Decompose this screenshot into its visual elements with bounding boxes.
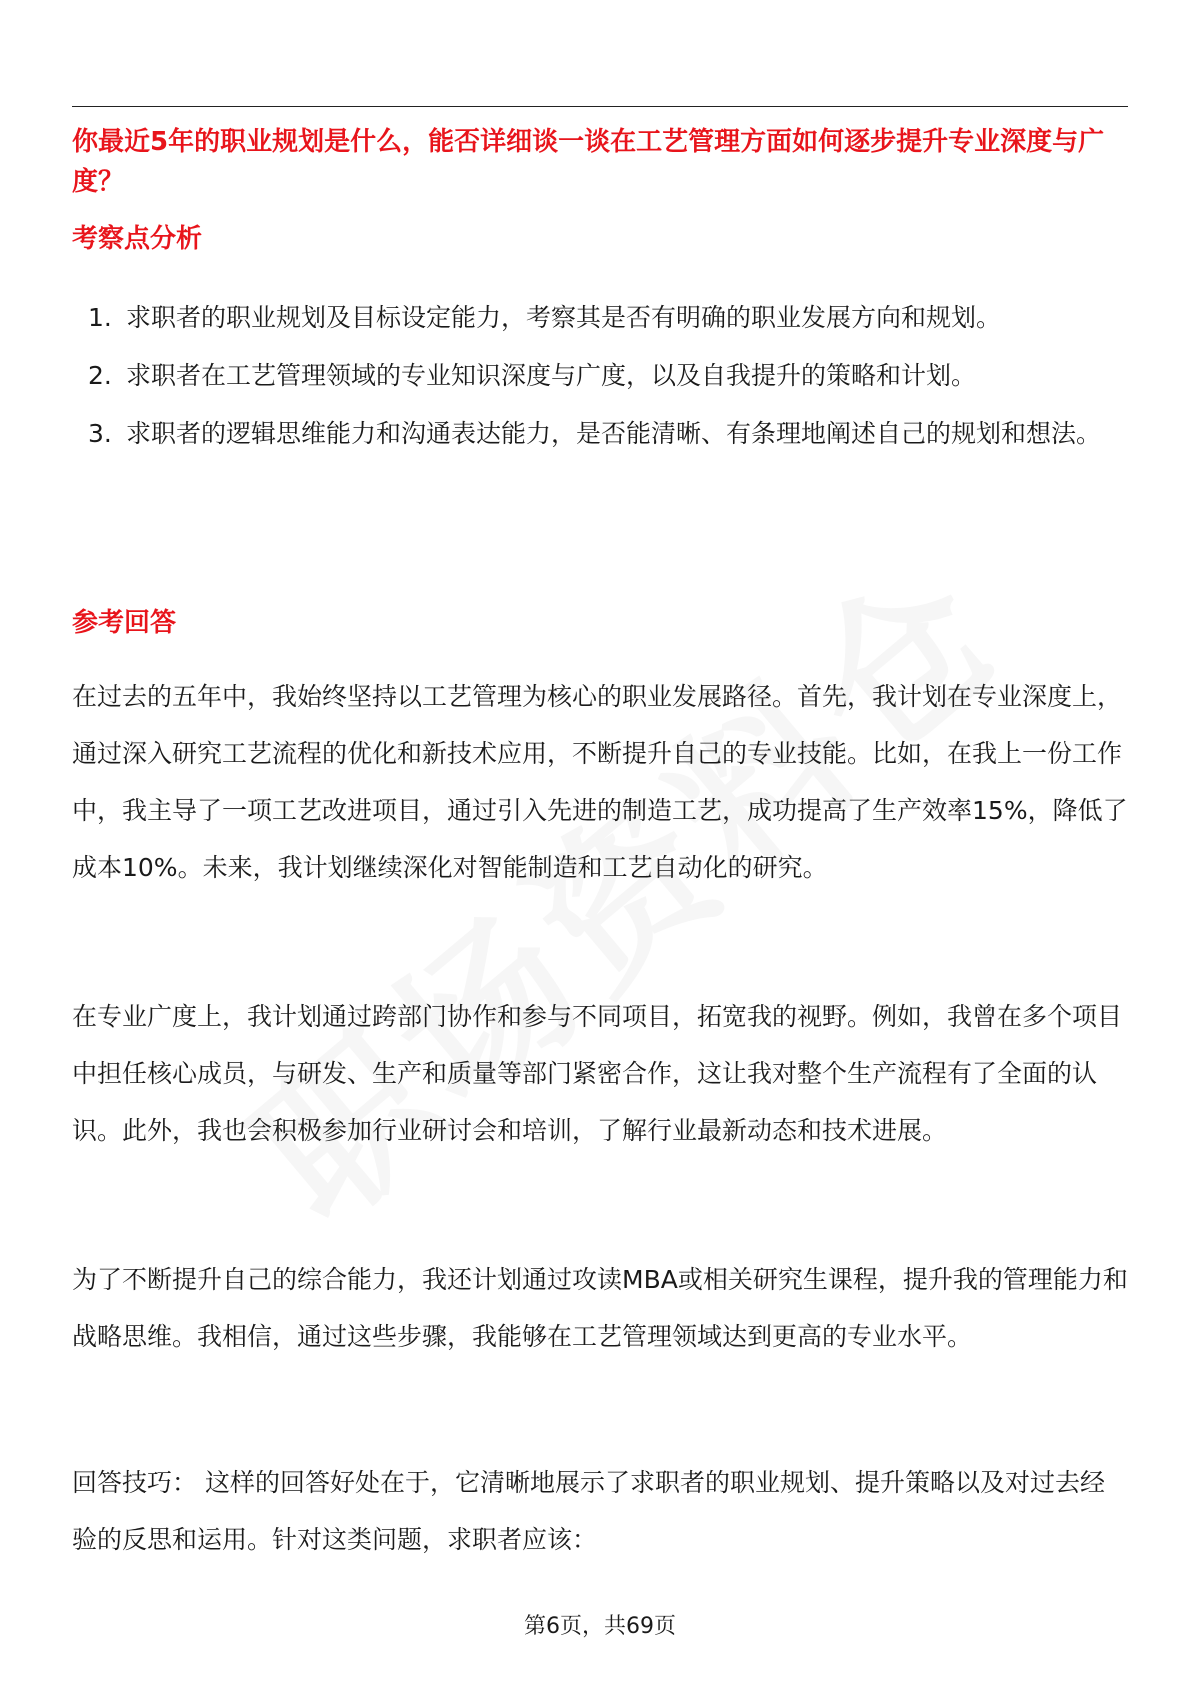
question-title: 你最近5年的职业规划是什么，能否详细谈一谈在工艺管理方面如何逐步提升专业深度与广度？ [72, 127, 1105, 197]
point-text: 求职者的逻辑思维能力和沟通表达能力，是否能清晰、有条理地阐述自己的规划和想法。 [126, 419, 1102, 448]
point-text: 求职者在工艺管理领域的专业知识深度与广度，以及自我提升的策略和计划。 [126, 361, 977, 390]
page-number-footer: 第6页，共69页 [524, 1614, 676, 1639]
document-page [72, 0, 1128, 1684]
analysis-heading: 考察点分析 [72, 224, 203, 254]
answer-paragraph: 在过去的五年中，我始终坚持以工艺管理为核心的职业发展路径。首先，我计划在专业深度上，通过深入研究工艺流程的优化和新技术应用，不断提升自己的专业技能。比如，在我上一份工作中，我主导了一项工艺改进项目，通过引入先进的制造工艺，成功提高了生产效率15%，降低了成本10%。未来，我计划继续深化对智能制造和工艺自动化的研究。 [72, 682, 1128, 882]
answer-paragraph: 在专业广度上，我计划通过跨部门协作和参与不同项目，拓宽我的视野。例如，我曾在多个项目中担任核心成员，与研发、生产和质量等部门紧密合作，这让我对整个生产流程有了全面的认识。此外，我也会积极参加行业研讨会和培训，了解行业最新动态和技术进展。 [72, 1002, 1123, 1145]
top-divider [72, 106, 1128, 107]
point-number: 1. [88, 303, 112, 332]
point-number: 2. [88, 361, 112, 390]
analysis-point [72, 406, 1128, 462]
analysis-point [72, 348, 1128, 404]
analysis-point [72, 290, 1128, 346]
point-text: 求职者的职业规划及目标设定能力，考察其是否有明确的职业发展方向和规划。 [126, 303, 1002, 332]
answer-tips-paragraph: 回答技巧： 这样的回答好处在于，它清晰地展示了求职者的职业规划、提升策略以及对过去经验的反思和运用。针对这类问题，求职者应该： [72, 1468, 1105, 1554]
analysis-points-list [72, 290, 1128, 464]
point-number: 3. [88, 419, 112, 448]
answer-paragraph: 为了不断提升自己的综合能力，我还计划通过攻读MBA或相关研究生课程，提升我的管理能力和战略思维。我相信，通过这些步骤，我能够在工艺管理领域达到更高的专业水平。 [72, 1265, 1128, 1351]
answer-heading: 参考回答 [72, 608, 177, 638]
